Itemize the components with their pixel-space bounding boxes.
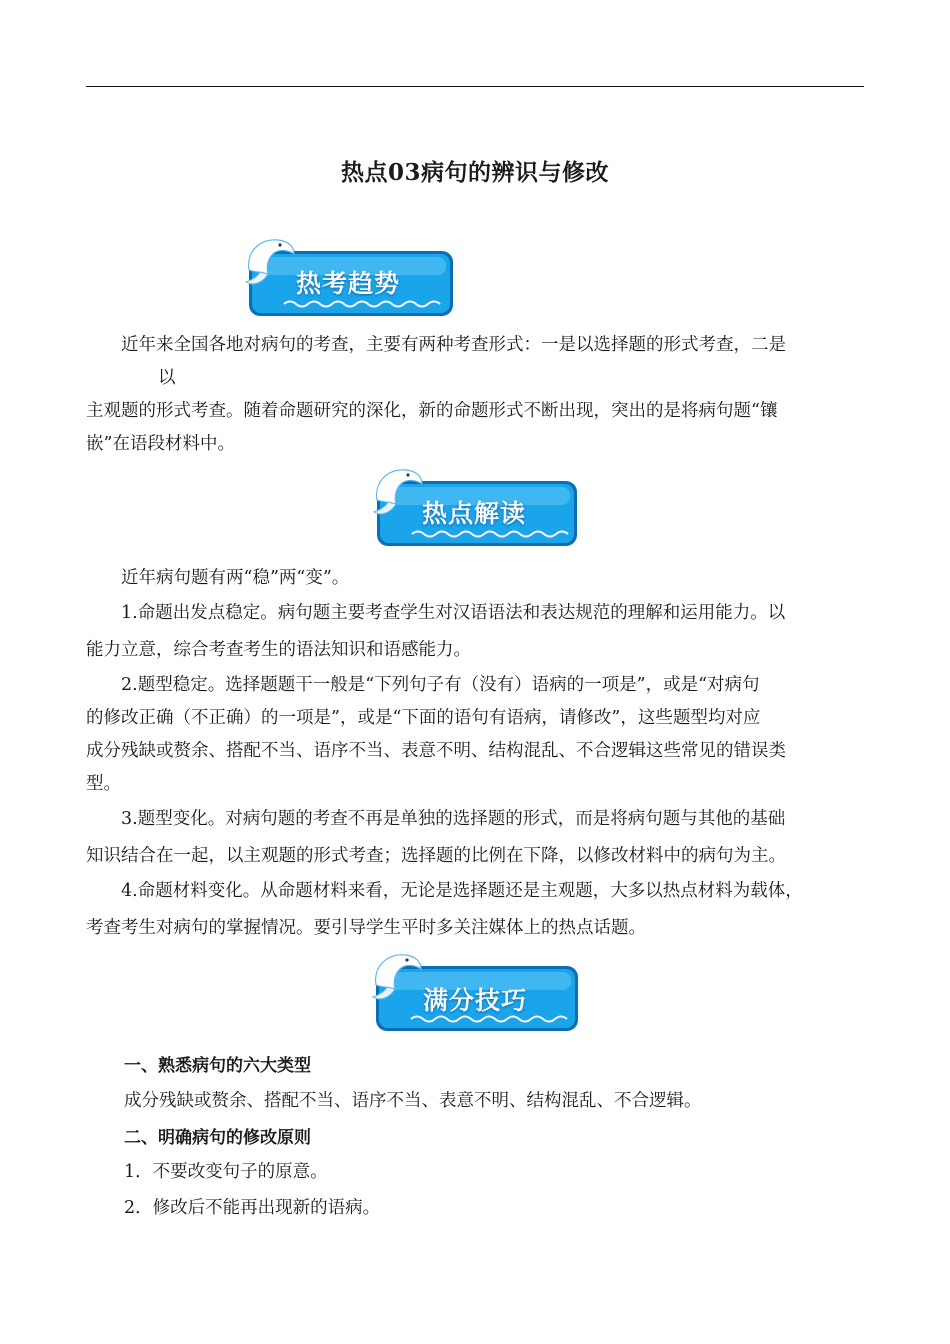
banner-interpret bbox=[372, 464, 584, 550]
trend-line-2: 主观题的形式考查。随着命题研究的深化，新的命题形式不断出现，突出的是将病句题“镶 bbox=[86, 401, 778, 421]
interpret-p3-line-2: 知识结合在一起，以主观题的形式考查；选择题的比例在下降，以修改材料中的病句为主。 bbox=[86, 846, 786, 866]
trend-line-1b: 以 bbox=[158, 368, 176, 388]
interpret-p4-line-2: 考查考生对病句的掌握情况。要引导学生平时多关注媒体上的热点话题。 bbox=[86, 918, 646, 938]
page-title: 热点03病句的辨识与修改 bbox=[340, 159, 609, 186]
skills-heading-2: 二、明确病句的修改原则 bbox=[124, 1128, 311, 1148]
interpret-p1-line-1: 1.命题出发点稳定。病句题主要考查学生对汉语语法和表达规范的理解和运用能力。以 bbox=[121, 603, 786, 623]
interpret-p2-line-4: 型。 bbox=[86, 774, 121, 794]
interpret-p1-line-2: 能力立意，综合考查考生的语法知识和语感能力。 bbox=[86, 640, 471, 660]
banner-trend-label: 热考趋势 bbox=[296, 269, 401, 298]
banner-interpret-label: 热点解读 bbox=[422, 499, 527, 528]
skills-text-1: 成分残缺或赘余、搭配不当、语序不当、表意不明、结构混乱、不合逻辑。 bbox=[124, 1091, 702, 1111]
skills-item-2: 2．修改后不能再出现新的语病。 bbox=[124, 1198, 381, 1218]
interpret-intro: 近年病句题有两“稳”两“变”。 bbox=[121, 568, 350, 588]
header-rule bbox=[86, 86, 864, 87]
trend-line-3: 嵌”在语段材料中。 bbox=[86, 434, 235, 454]
interpret-p3-line-1: 3.题型变化。对病句题的考查不再是单独的选择题的形式，而是将病句题与其他的基础 bbox=[121, 809, 786, 829]
banner-trend bbox=[244, 234, 456, 320]
banner-skills bbox=[371, 949, 583, 1035]
banner-skills-label: 满分技巧 bbox=[423, 986, 528, 1015]
interpret-p2-line-3: 成分残缺或赘余、搭配不当、语序不当、表意不明、结构混乱、不合逻辑这些常见的错误类 bbox=[86, 741, 786, 761]
interpret-p2-line-2: 的修改正确（不正确）的一项是”，或是“下面的语句有语病，请修改”，这些题型均对应 bbox=[86, 708, 761, 728]
interpret-p4-line-1: 4.命题材料变化。从命题材料来看，无论是选择题还是主观题，大多以热点材料为载体， bbox=[121, 881, 803, 901]
trend-line-1: 近年来全国各地对病句的考查，主要有两种考查形式：一是以选择题的形式考查，二是 bbox=[121, 335, 786, 355]
interpret-p2-line-1: 2.题型稳定。选择题题干一般是“下列句子有（没有）语病的一项是”，或是“对病句 bbox=[121, 675, 760, 695]
skills-item-1: 1．不要改变句子的原意。 bbox=[124, 1162, 328, 1182]
skills-heading-1: 一、熟悉病句的六大类型 bbox=[124, 1056, 311, 1076]
